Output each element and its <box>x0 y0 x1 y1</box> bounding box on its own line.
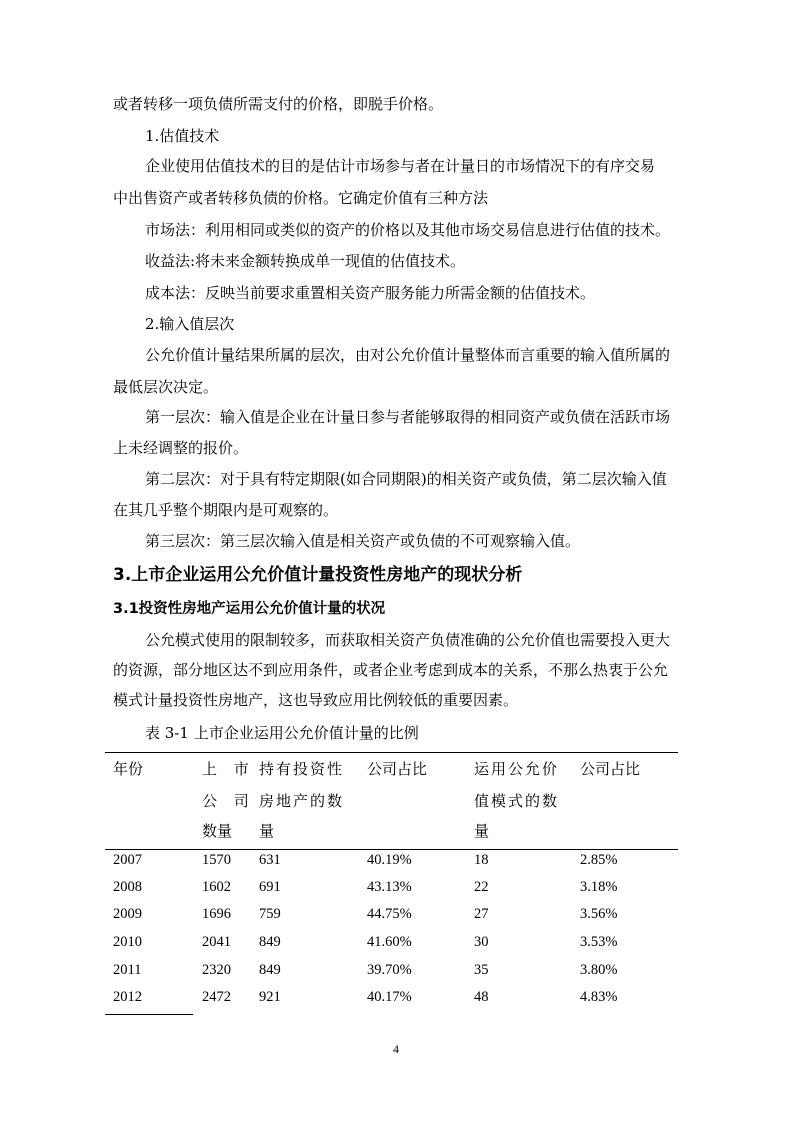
cell-ratio: 39.70% <box>367 962 412 978</box>
cell-ratio: 41.60% <box>367 934 412 950</box>
cell-holding: 849 <box>259 962 281 978</box>
cell-ratio-2: 3.53% <box>580 934 618 950</box>
cell-holding: 849 <box>259 934 281 950</box>
body-line: 的资源，部分地区达不到应用条件，或者企业考虑到成本的关系，不那么热衷于公允 <box>113 661 669 679</box>
section-label-input-levels: 2.输入值层次 <box>145 315 235 333</box>
subsection-heading: 3.1投资性房地产运用公允价值计量的状况 <box>113 601 386 617</box>
section-label-valuation: 1.估值技术 <box>145 127 220 145</box>
cell-listed: 1602 <box>202 879 231 895</box>
body-line: 模式计量投资性房地产，这也导致应用比例较低的重要因素。 <box>113 691 519 709</box>
cell-year: 2009 <box>113 906 142 922</box>
cell-holding: 631 <box>259 852 281 868</box>
cell-fair-value: 18 <box>474 852 489 868</box>
cell-fair-value: 35 <box>474 962 489 978</box>
cell-ratio: 43.13% <box>367 879 412 895</box>
cell-listed: 2320 <box>202 962 231 978</box>
cell-fair-value: 30 <box>474 934 489 950</box>
body-line: 或者转移一项负债所需支付的价格，即脱手价格。 <box>113 95 444 113</box>
cell-year: 2008 <box>113 879 142 895</box>
header-holding-count: 房地产的数 <box>259 792 345 810</box>
section-heading: 3.上市企业运用公允价值计量投资性房地产的现状分析 <box>113 565 523 585</box>
page-number: 4 <box>393 1042 399 1056</box>
header-holding-count: 持有投资性 <box>259 760 345 778</box>
cell-ratio: 40.19% <box>367 852 412 868</box>
body-line-market: 市场法：利用相同或类似的资产的价格以及其他市场交易信息进行估值的技术。 <box>145 221 671 239</box>
table-bottom-rule <box>105 1014 193 1015</box>
cell-ratio-2: 3.18% <box>580 879 618 895</box>
cell-ratio-2: 4.83% <box>580 989 618 1005</box>
header-holding-count: 量 <box>259 822 275 840</box>
cell-year: 2011 <box>113 962 142 978</box>
body-line: 公允模式使用的限制较多，而获取相关资产负债准确的公允价值也需要投入更大 <box>145 631 671 649</box>
cell-fair-value: 27 <box>474 906 489 922</box>
table-caption: 表 3-1 上市企业运用公允价值计量的比例 <box>145 724 419 742</box>
cell-fair-value: 22 <box>474 879 489 895</box>
body-line: 最低层次决定。 <box>113 378 219 396</box>
cell-holding: 921 <box>259 989 281 1005</box>
header-listed-companies: 公 司 <box>202 792 255 810</box>
header-listed-companies: 上 市 <box>202 760 255 778</box>
cell-holding: 691 <box>259 879 281 895</box>
header-year: 年份 <box>113 760 144 778</box>
body-line-level3: 第三层次：第三层次输入值是相关资产或负债的不可观察输入值。 <box>145 532 581 550</box>
body-line-cost: 成本法：反映当前要求重置相关资产服务能力所需金额的估值技术。 <box>145 284 596 302</box>
cell-year: 2012 <box>113 989 142 1005</box>
cell-ratio-2: 3.56% <box>580 906 618 922</box>
header-fair-value-count: 量 <box>474 822 490 840</box>
cell-listed: 1570 <box>202 852 231 868</box>
header-fair-value-count: 值模式的数 <box>474 792 560 810</box>
cell-year: 2010 <box>113 934 142 950</box>
body-line-level1: 第一层次：输入值是企业在计量日参与者能够取得的相同资产或负债在活跃市场 <box>145 408 671 426</box>
body-line: 中出售资产或者转移负债的价格。它确定价值有三种方法 <box>113 189 489 207</box>
body-line: 公允价值计量结果所属的层次，由对公允价值计量整体而言重要的输入值所属的 <box>145 346 671 364</box>
cell-ratio-2: 3.80% <box>580 962 618 978</box>
body-line-level2: 第二层次：对于具有特定期限(如合同期限)的相关资产或负债，第二层次输入值 <box>145 470 667 488</box>
cell-year: 2007 <box>113 852 142 868</box>
table-top-rule <box>105 752 678 753</box>
cell-listed: 2041 <box>202 934 231 950</box>
body-line-income: 收益法:将未来金额转换成单一现值的估值技术。 <box>145 252 466 270</box>
header-company-ratio: 公司占比 <box>367 760 428 778</box>
body-line: 企业使用估值技术的目的是估计市场参与者在计量日的市场情况下的有序交易 <box>145 157 656 175</box>
body-line: 上未经调整的报价。 <box>113 439 249 457</box>
header-listed-companies: 数量 <box>202 822 233 840</box>
cell-ratio: 44.75% <box>367 906 412 922</box>
cell-ratio: 40.17% <box>367 989 412 1005</box>
cell-ratio-2: 2.85% <box>580 852 618 868</box>
header-company-ratio-2: 公司占比 <box>580 760 641 778</box>
cell-listed: 1696 <box>202 906 231 922</box>
cell-fair-value: 48 <box>474 989 489 1005</box>
cell-holding: 759 <box>259 906 281 922</box>
header-fair-value-count: 运用公允价 <box>474 760 560 778</box>
body-line: 在其几乎整个期限内是可观察的。 <box>113 501 339 519</box>
cell-listed: 2472 <box>202 989 231 1005</box>
